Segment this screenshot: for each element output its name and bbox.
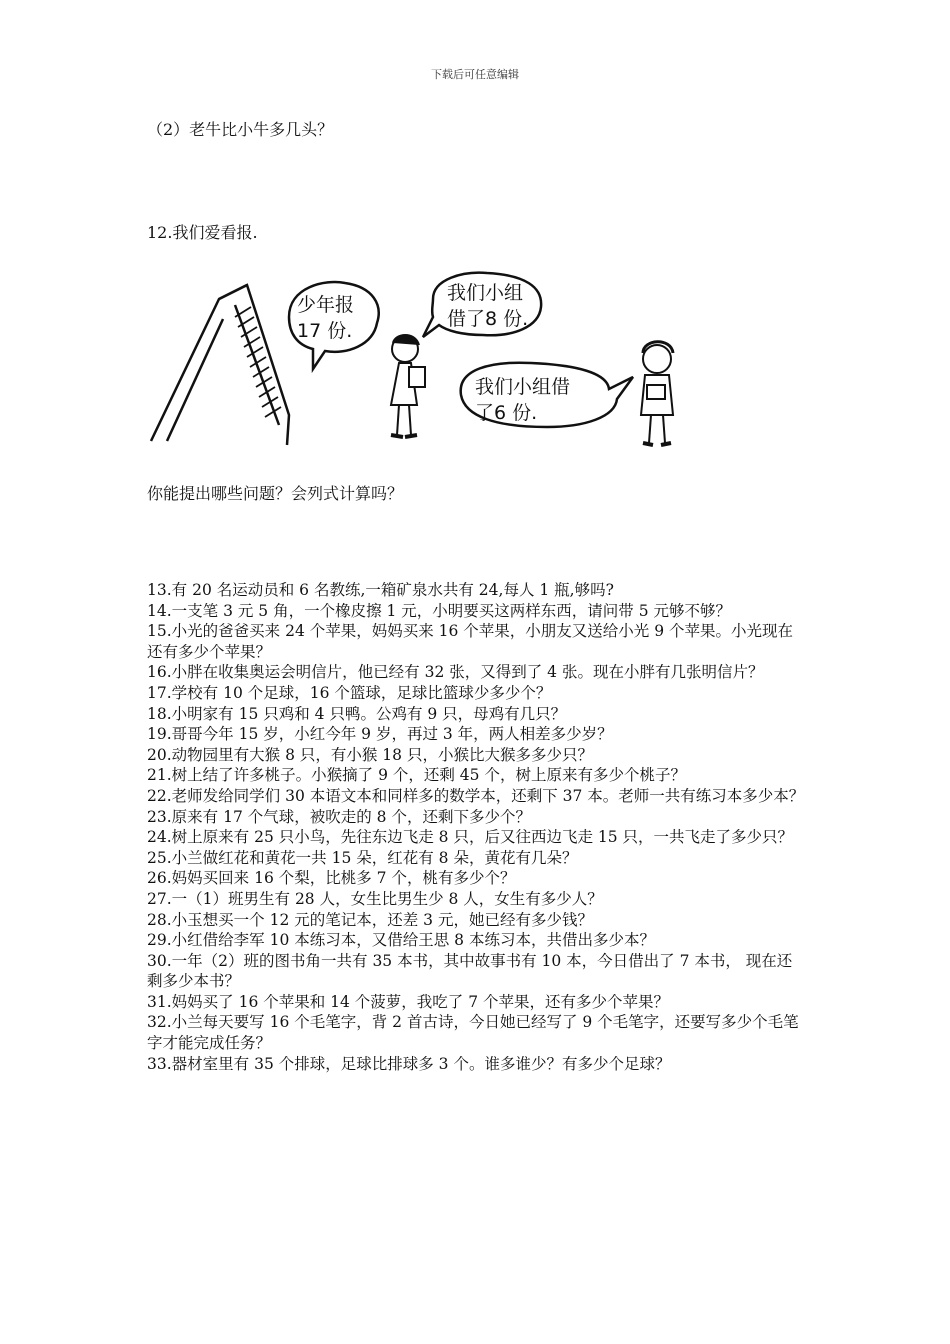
boy-figure-icon xyxy=(641,342,673,445)
list-item: 22.老师发给同学们 30 本语文本和同样多的数学本，还剩下 37 本。老师一共有练习本多少本？ xyxy=(147,786,805,805)
list-item: 24.树上原来有 25 只小鸟，先往东边飞走 8 只，后又往西边飞走 15 只，一共飞走了多少只？ xyxy=(147,828,794,847)
list-item: 23.原来有 17 个气球，被吹走的 8 个，还剩下多少个？ xyxy=(147,807,531,826)
bubble-2-line-2: 借了8 份. xyxy=(447,308,529,330)
list-item: 18.小明家有 15 只鸡和 4 只鸭。公鸡有 9 只，母鸡有几只？ xyxy=(147,704,567,723)
list-item: 29.小红借给李军 10 本练习本，又借给王思 8 本练习本，共借出多少本？ xyxy=(147,931,655,950)
speech-bubble-2 xyxy=(423,273,541,337)
list-item: 27.一（1）班男生有 28 人，女生比男生少 8 人，女生有多少人？ xyxy=(147,889,603,908)
list-item: 33.器材室里有 35 个排球，足球比排球多 3 个。谁多谁少？有多少个足球？ xyxy=(147,1054,671,1073)
list-item: 26.妈妈买回来 16 个梨，比桃多 7 个，桃有多少个？ xyxy=(147,869,516,888)
list-item: 32.小兰每天要写 16 个毛笔字，背 2 首古诗，今日她已经写了 9 个毛笔字，还要写多少个毛笔字才能完成任务？ xyxy=(147,1013,799,1053)
newspaper-rack-icon xyxy=(151,285,289,445)
list-item: 14.一支笔 3 元 5 角，一个橡皮擦 1 元，小明要买这两样东西，请问带 5 元够不够？ xyxy=(147,601,732,620)
page-header: 下载后可任意编辑 xyxy=(431,68,519,81)
bubble-3-line-2: 了6 份. xyxy=(475,402,538,424)
question-12-prompt: 你能提出哪些问题？会列式计算吗？ xyxy=(147,484,404,503)
list-item: 19.哥哥今年 15 岁，小红今年 9 岁，再过 3 年，两人相差多少岁？ xyxy=(147,725,613,744)
question-list xyxy=(147,580,807,1074)
bubble-2-line-1: 我们小组 xyxy=(447,282,524,304)
list-item: 30.一年（2）班的图书角一共有 35 本书，其中故事书有 10 本，今日借出了 7 本书， 现在还剩多少本书？ xyxy=(147,951,793,991)
newspaper-illustration xyxy=(147,265,682,455)
girl-figure-icon xyxy=(391,335,425,437)
list-item: 31.妈妈买了 16 个苹果和 14 个菠萝，我吃了 7 个苹果，还有多少个苹果？ xyxy=(147,992,670,1011)
list-item: 15.小光的爸爸买来 24 个苹果，妈妈买来 16 个苹果，小朋友又送给小光 9 个苹果。小光现在还有多少个苹果？ xyxy=(147,622,794,661)
speech-bubble-1 xyxy=(289,282,379,369)
list-item: 25.小兰做红花和黄花一共 15 朵，红花有 8 朵，黄花有几朵？ xyxy=(147,848,578,867)
speech-bubble-3 xyxy=(461,363,633,427)
list-item: 17.学校有 10 个足球，16 个篮球，足球比篮球少多少个？ xyxy=(147,683,552,702)
question-12-title: 12.我们爱看报. xyxy=(147,223,258,242)
list-item: 16.小胖在收集奥运会明信片，他已经有 32 张，又得到了 4 张。现在小胖有几张明信片？ xyxy=(147,663,764,682)
bubble-1-line-1: 少年报 xyxy=(297,294,355,316)
list-item: 28.小玉想买一个 12 元的笔记本，还差 3 元，她已经有多少钱？ xyxy=(147,910,593,929)
list-item: 20.动物园里有大猴 8 只，有小猴 18 只，小猴比大猴多多少只？ xyxy=(147,745,593,764)
bubble-3-line-1: 我们小组借 xyxy=(475,376,571,398)
question-11-part-2: （2）老牛比小牛多几头？ xyxy=(147,120,334,139)
list-item: 21.树上结了许多桃子。小猴摘了 9 个，还剩 45 个，树上原来有多少个桃子？ xyxy=(147,766,686,785)
bubble-1-line-2: 17 份. xyxy=(297,320,353,342)
list-item: 13.有 20 名运动员和 6 名教练,一箱矿泉水共有 24,每人 1 瓶,够吗? xyxy=(147,581,614,599)
